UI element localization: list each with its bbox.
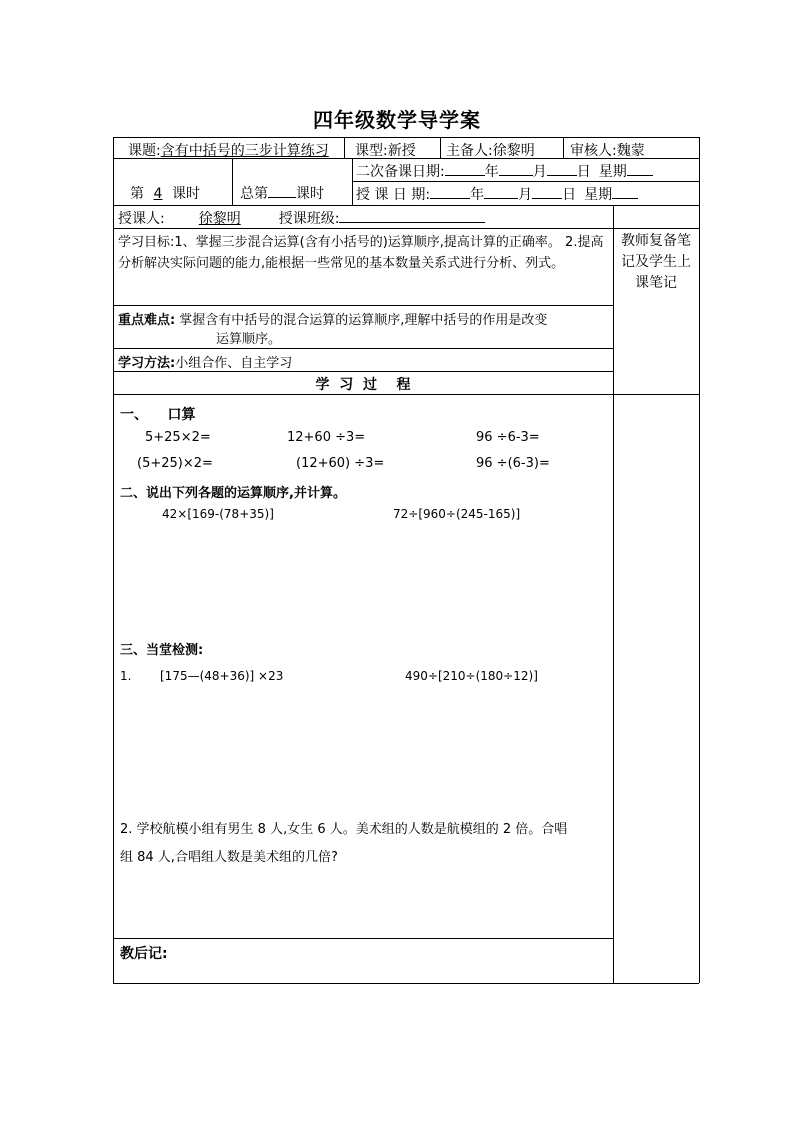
document-title: 四年级数学导学案 <box>313 108 481 132</box>
learning-goals: 学习目标:1、掌握三步混合运算(含有小括号的)运算顺序,提高计算的正确率。 2.提高分析解决实际问题的能力,能根据一些常见的基本数量关系式进行分析、列式。 <box>118 235 604 271</box>
word-problem-line2: 组 84 人,合唱组人数是美术组的几倍? <box>120 850 338 865</box>
process-heading: 学 习 过 程 <box>315 377 411 393</box>
section1-heading: 一、 口算 <box>120 407 196 423</box>
topic-label: 课题: <box>128 143 161 159</box>
topic-value: 含有中括号的三步计算练习 <box>160 143 329 159</box>
afterword-label: 教后记: <box>120 946 168 962</box>
order-item: 72÷[960÷(245-165)] <box>393 507 521 521</box>
teaching-date: 授 课 日 期: 年 月 日 星期 <box>356 184 638 204</box>
order-item: 42×[169-(78+35)] <box>162 507 274 521</box>
preparer: 主备人:徐黎明 <box>446 143 535 159</box>
word-problem-line1: 2. 学校航模小组有男生 8 人,女生 6 人。美术组的人数是航模组的 2 倍。合唱 <box>120 822 568 837</box>
oral-calc-item: 5+25×2= <box>145 430 211 445</box>
total-period-field: 总第 课时 <box>240 186 324 202</box>
q1-number: 1. <box>120 669 132 683</box>
key-points-line2: 运算顺序。 <box>216 332 282 347</box>
teacher-class-row: 授课人: 徐黎明 授课班级: <box>118 208 485 228</box>
oral-calc-item: 12+60 ÷3= <box>287 430 366 445</box>
section3-heading: 三、当堂检测: <box>120 643 204 658</box>
test-item: [175—(48+36)] ×23 <box>160 669 284 683</box>
key-points: 重点难点: 掌握含有中括号的混合运算的运算顺序,理解中括号的作用是改变 <box>118 313 548 328</box>
period-number: 4 <box>153 186 163 202</box>
topic-field <box>128 140 329 160</box>
reviewer: 审核人:魏蒙 <box>570 143 645 159</box>
test-item: 490÷[210÷(180÷12)] <box>405 669 538 683</box>
teacher-name: 徐黎明 <box>198 211 241 227</box>
side-notes-label: 教师复备笔记及学生上课笔记 <box>621 233 691 291</box>
lesson-type: 课型:新授 <box>355 143 416 159</box>
oral-calc-item: (12+60) ÷3= <box>296 456 385 471</box>
oral-calc-item: 96 ÷(6-3)= <box>476 456 550 471</box>
oral-calc-item: 96 ÷6-3= <box>476 430 540 445</box>
second-prep-date: 二次备课日期: 年 月 日 星期 <box>356 161 653 181</box>
period-field: 第 4 课时 <box>130 186 200 202</box>
learning-method: 学习方法:小组合作、自主学习 <box>118 356 293 371</box>
oral-calc-item: (5+25)×2= <box>137 456 213 471</box>
section2-heading: 二、说出下列各题的运算顺序,并计算。 <box>120 486 346 501</box>
